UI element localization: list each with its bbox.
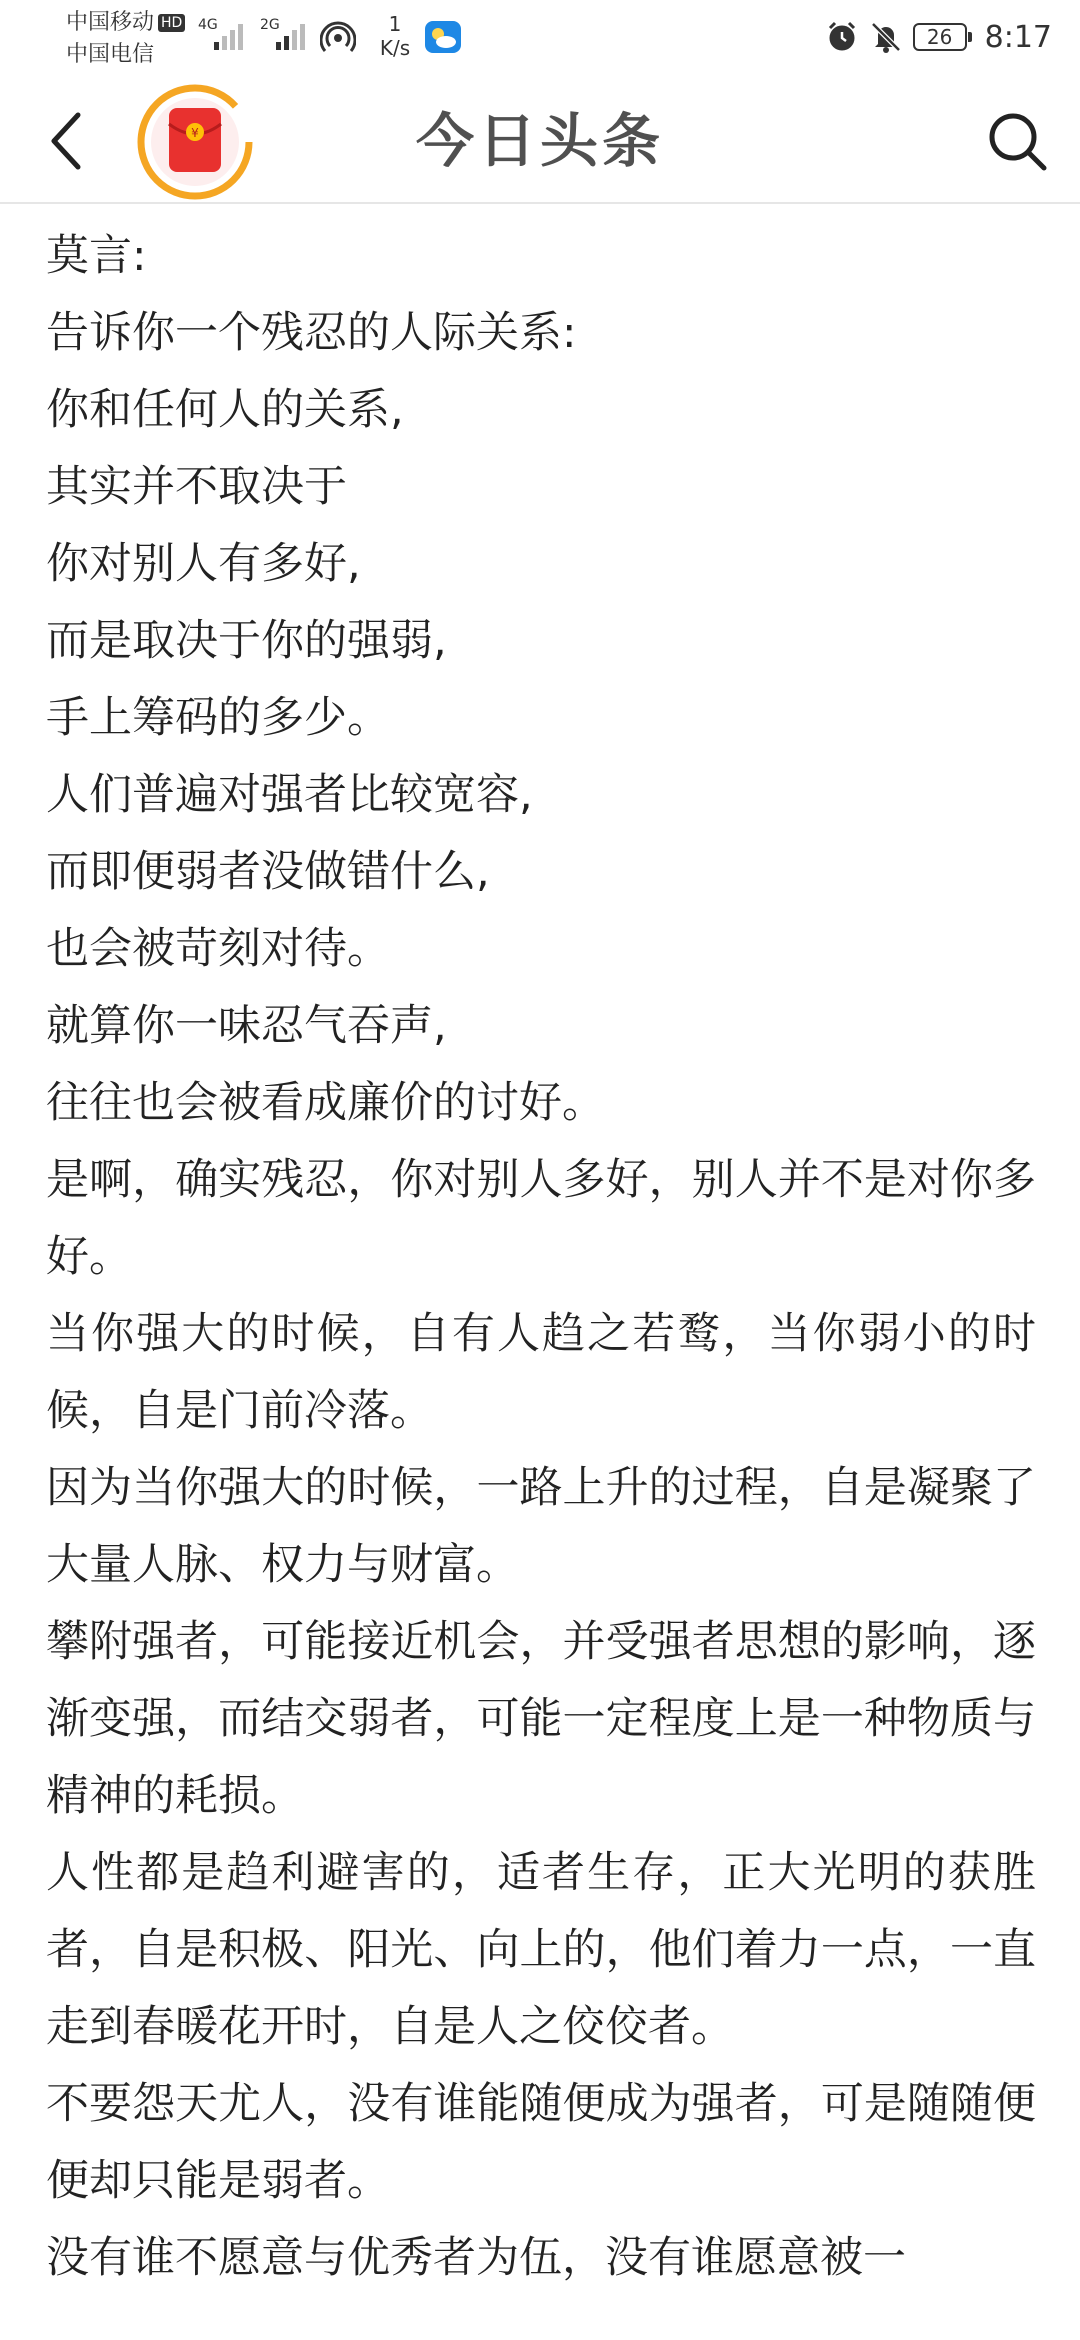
article-paragraph: 也会被苛刻对待。: [46, 924, 390, 974]
article-paragraph: 不要怨天尤人，没有谁能随便成为强者，可是随随便便却只能是弱者。: [46, 2079, 1036, 2206]
carrier-1: [66, 10, 185, 36]
article-paragraph: 手上筹码的多少。: [46, 693, 390, 743]
signal-bars-icon: [274, 20, 314, 52]
article-paragraph: 攀附强者，可能接近机会，并受强者思想的影响，逐渐变强，而结交弱者，可能一定程度上是一种物质与精神的耗损。: [46, 1617, 1036, 1821]
signal-icon: [198, 16, 254, 52]
net-speed-unit: K/s: [379, 36, 411, 60]
alarm-icon: [825, 20, 859, 54]
mute-icon: [869, 20, 903, 54]
article-paragraph: 而是取决于你的强弱,: [46, 616, 447, 666]
app-title: 今日头条: [415, 107, 664, 175]
article-paragraph: 当你强大的时候，自有人趋之若鹜，当你弱小的时候，自是门前冷落。: [46, 1309, 1036, 1436]
article-paragraph: 因为当你强大的时候，一路上升的过程，自是凝聚了大量人脉、权力与财富。: [46, 1463, 1036, 1590]
signal-1-gen: 4G: [198, 17, 218, 33]
status-bar: [0, 0, 1080, 78]
article-paragraph: 你和任何人的关系,: [46, 385, 404, 435]
article-paragraph: 而即便弱者没做错什么,: [46, 847, 490, 897]
article-paragraph: 是啊，确实残忍，你对别人多好，别人并不是对你多好。: [46, 1155, 1036, 1282]
top-nav-bar: [0, 78, 1080, 204]
article-paragraph: 没有谁不愿意与优秀者为伍，没有谁愿意被一: [46, 2233, 906, 2283]
status-time: 8:17: [984, 19, 1052, 55]
weather-app-icon: [424, 20, 462, 54]
battery-icon: 26: [913, 23, 967, 51]
article-body: [46, 218, 1036, 2297]
search-button[interactable]: [982, 106, 1052, 176]
article-paragraph: 莫言:: [46, 231, 147, 281]
article-paragraph: 人性都是趋利避害的，适者生存，正大光明的获胜者，自是积极、阳光、向上的，他们着力一点，一直走到春暖花开时，自是人之佼佼者。: [46, 1848, 1036, 2052]
signal-2-gen: 2G: [260, 17, 280, 33]
status-right: [825, 14, 1052, 60]
article-paragraph: 告诉你一个残忍的人际关系:: [46, 308, 577, 358]
carrier-1-label: 中国移动: [66, 10, 155, 35]
article-paragraph: 其实并不取决于: [46, 462, 347, 512]
net-speed: [376, 12, 414, 60]
search-icon: [986, 110, 1048, 172]
hd-badge: HD: [158, 14, 185, 32]
article-paragraph: 往往也会被看成廉价的讨好。: [46, 1078, 605, 1128]
carrier-2-label: 中国电信: [66, 42, 155, 67]
article-paragraph: 你对别人有多好,: [46, 539, 361, 589]
article-paragraph: 就算你一味忍气吞声,: [46, 1001, 447, 1051]
signal-bars-icon: [212, 20, 252, 52]
article-paragraph: 人们普遍对强者比较宽容,: [46, 770, 533, 820]
svg-text:¥: ¥: [191, 126, 199, 140]
signal-icon: [260, 16, 316, 52]
net-speed-value: 1: [388, 12, 402, 36]
hotspot-icon: [320, 20, 356, 56]
